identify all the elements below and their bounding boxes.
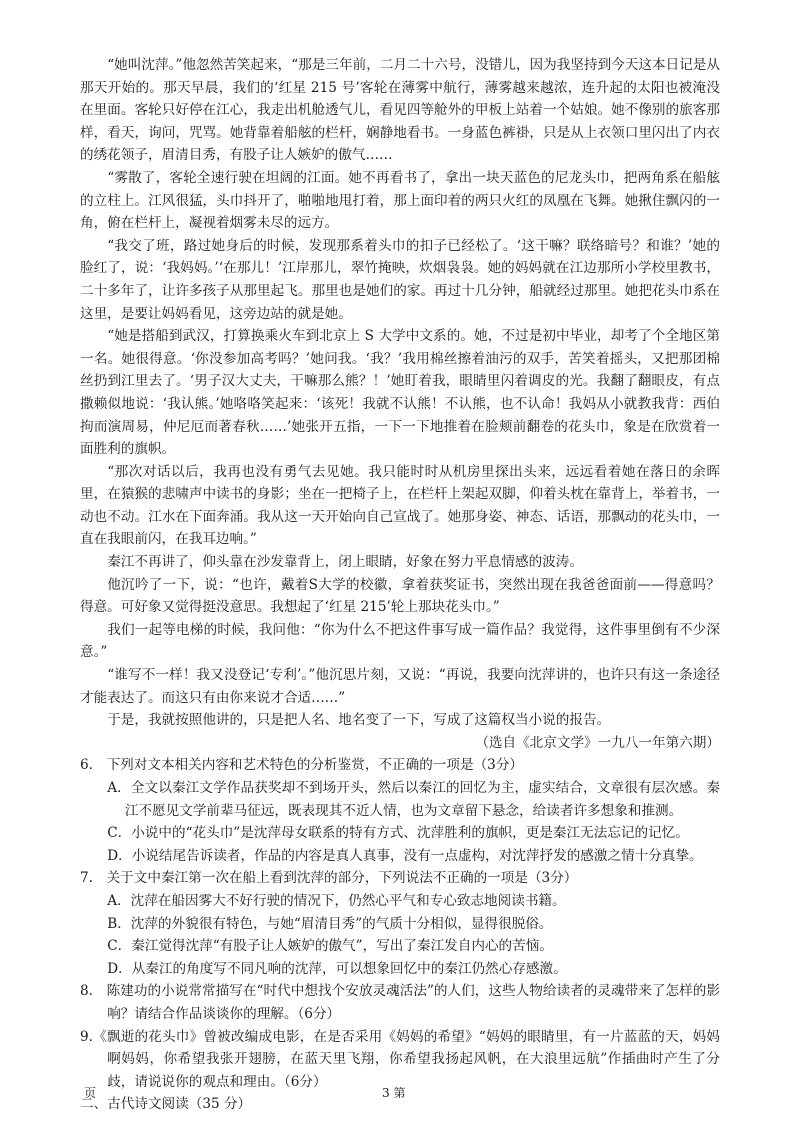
story-paragraph: “她是搭船到武汉，打算换乘火车到北京上 S 大学中文系的。她，不过是初中毕业，却考了个全地区第一名。她很得意。‘你没参加高考吗？’她问我。‘我？’我用棉丝擦着油污的双手，苦笑着摇头，又把那团棉丝扔到江里去了。‘男子汉大丈夫，干嘛那么熊？！’她盯着我，眼睛里闪着调皮的光。我翻了翻眼皮，有点撒赖似地说：‘我认熊。’她咯咯笑起来：‘该死！我就不认熊！不认熊，也不认命！我妈从小就教我背：西伯拘而演周易，仲尼厄而著春秋……’她张开五指，一下一下地推着在脸颊前翻卷的花头巾，象是在欣赏着一面胜利的旗帜。 — [80, 328, 720, 458]
section-heading: 二、古代诗文阅读（35 分） — [80, 1096, 252, 1113]
question-stem: 8. 陈建功的小说常常描写在“时代中想找个安放灵魂活法”的人们，这些人物给读者的灵魂带来了怎样的影响？请结合作品谈谈你的理解。（6分） — [80, 983, 720, 1022]
question-stem: 6. 下列对文本相关内容和艺术特色的分析鉴赏，不正确的一项是（3分） — [80, 757, 524, 774]
question-option: D．小说结尾告诉读者，作品的内容是真人真事，没有一点虚构，对沈萍抒发的感激之情十分真挚。 — [107, 847, 703, 864]
text-column — [80, 54, 720, 1116]
question-stem: 7. 关于文中秦江第一次在船上看到沈萍的部分，下列说法不正确的一项是（3分） — [80, 870, 578, 887]
question-option: D．从秦江的角度写不同凡响的沈萍，可以想象回忆中的秦江仍然心存感激。 — [107, 960, 567, 977]
story-paragraph: “那次对话以后，我再也没有勇气去见她。我只能时时从机房里探出头来，远远看着她在落日的余晖里，在猿猴的悲啸声中读书的身影；坐在一把椅子上，在栏杆上架起双脚，仰着头枕在靠背上，举着书，一动也不动。江水在下面奔涌。我从这一天开始向自己宣战了。她那身姿、神态、话语，那飘动的花头巾，一直在我眼前闪，在我耳边响。” — [80, 463, 720, 548]
story-source: （选自《北京文学》一九八一年第六期） — [475, 734, 720, 751]
story-paragraph: “她叫沈萍。”他忽然苦笑起来，“那是三年前，二月二十六号，没错儿，因为我坚持到今天这本日记是从那天开始的。那天早晨，我们的‘红星 215 号’客轮在薄雾中航行，薄雾越来越浓，连升起的太阳也被淹没在里面。客轮只好停在江心，我走出机舱透气儿，看见四等舱外的甲板上站着一个姑娘。她不像别的旅客那样，看天，询问，咒骂。她背靠着船舷的栏杆，娴静地看书。一身蓝色裤褂，只是从上衣领口里闪出了内衣的绣花领子，眉清目秀，有股子让人嫉妒的傲气…… — [80, 57, 720, 164]
footer-page-number: 3 第 — [382, 1086, 406, 1100]
question-option: A．全文以秦江文学作品获奖却不到场开头，然后以秦江的回忆为主，虚实结合，文章很有层次感。秦江不愿见文学前辈马征远，既表现其不近人情，也为文章留下悬念，给读者许多想象和推测。 — [107, 780, 720, 819]
footer-page-label: 页 — [84, 1086, 97, 1100]
story-paragraph: “我交了班，路过她身后的时候，发现那系着头巾的扣子已经松了。‘这干嘛？联络暗号？和谁？’她的脸红了，说：‘我妈妈。’‘在那儿！’江岸那儿，翠竹掩映，炊烟袅袅。她的妈妈就在江边那所小学校里教书，二十多年了，让许多孩子从那里起飞。那里也是她们的家。再过十几分钟，船就经过那里。她把花头巾系在这里，是要让妈妈看见，这旁边站的就是她。 — [80, 237, 720, 322]
story-paragraph: 我们一起等电梯的时候，我问他：“你为什么不把这件事写成一篇作品？我觉得，这件事里倒有不少深意。” — [80, 621, 720, 661]
story-paragraph: 于是，我就按照他讲的，只是把人名、地名变了一下，写成了这篇权当小说的报告。 — [107, 712, 611, 729]
question-option: C．小说中的“花头巾”是沈萍母女联系的特有方式、沈萍胜利的旗帜，更是秦江无法忘记的记忆。 — [107, 825, 689, 842]
question-option: A．沈萍在船因雾大不好行驶的情况下，仍然心平气和专心致志地阅读书籍。 — [107, 892, 566, 909]
story-paragraph: “谁写不一样！我又没登记‘专利’。”他沉思片刻，又说：“再说，我要向沈萍讲的，也许只有这一条途径才能表达了。而这只有由你来说才合适……” — [80, 667, 720, 706]
question-option: C．秦江觉得沈萍“有股子让人嫉妒的傲气”，写出了秦江发自内心的苦恼。 — [107, 938, 553, 955]
story-paragraph: 他沉吟了一下，说：“也许，戴着S大学的校徽，拿着获奖证书，突然出现在我爸爸面前——得意吗？得意。可好象又觉得挺没意思。我想起了‘红星 215’轮上那块花头巾。” — [80, 576, 720, 616]
story-paragraph: “雾散了，客轮全速行驶在坦阔的江面。她不再看书了，拿出一块天蓝色的尼龙头巾，把两角系在船舷的立柱上。江风很猛，头巾抖开了，啪啪地甩打着，那上面印着的两只火红的凤凰在飞舞。她揪住飘闪的一角，俯在栏杆上，凝视着烟雾未尽的远方。 — [80, 169, 720, 232]
question-option: B．沈萍的外貌很有特色，与她“眉清目秀”的气质十分相似，显得很脱俗。 — [107, 915, 553, 932]
story-paragraph: 秦江不再讲了，仰头靠在沙发靠背上，闭上眼睛，好象在努力平息情感的波涛。 — [107, 554, 583, 571]
question-stem: 9.《飘逝的花头巾》曾被改编成电影，在是否采用《妈妈的希望》“妈妈的眼睛里，有一片蓝蓝的天，妈妈啊妈妈，你希望我张开翅膀，在蓝天里飞翔，你希望我扬起风帆，在大浪里远航”作插曲时产生了分歧，请说说你的观点和理由。（6分） — [80, 1028, 720, 1090]
